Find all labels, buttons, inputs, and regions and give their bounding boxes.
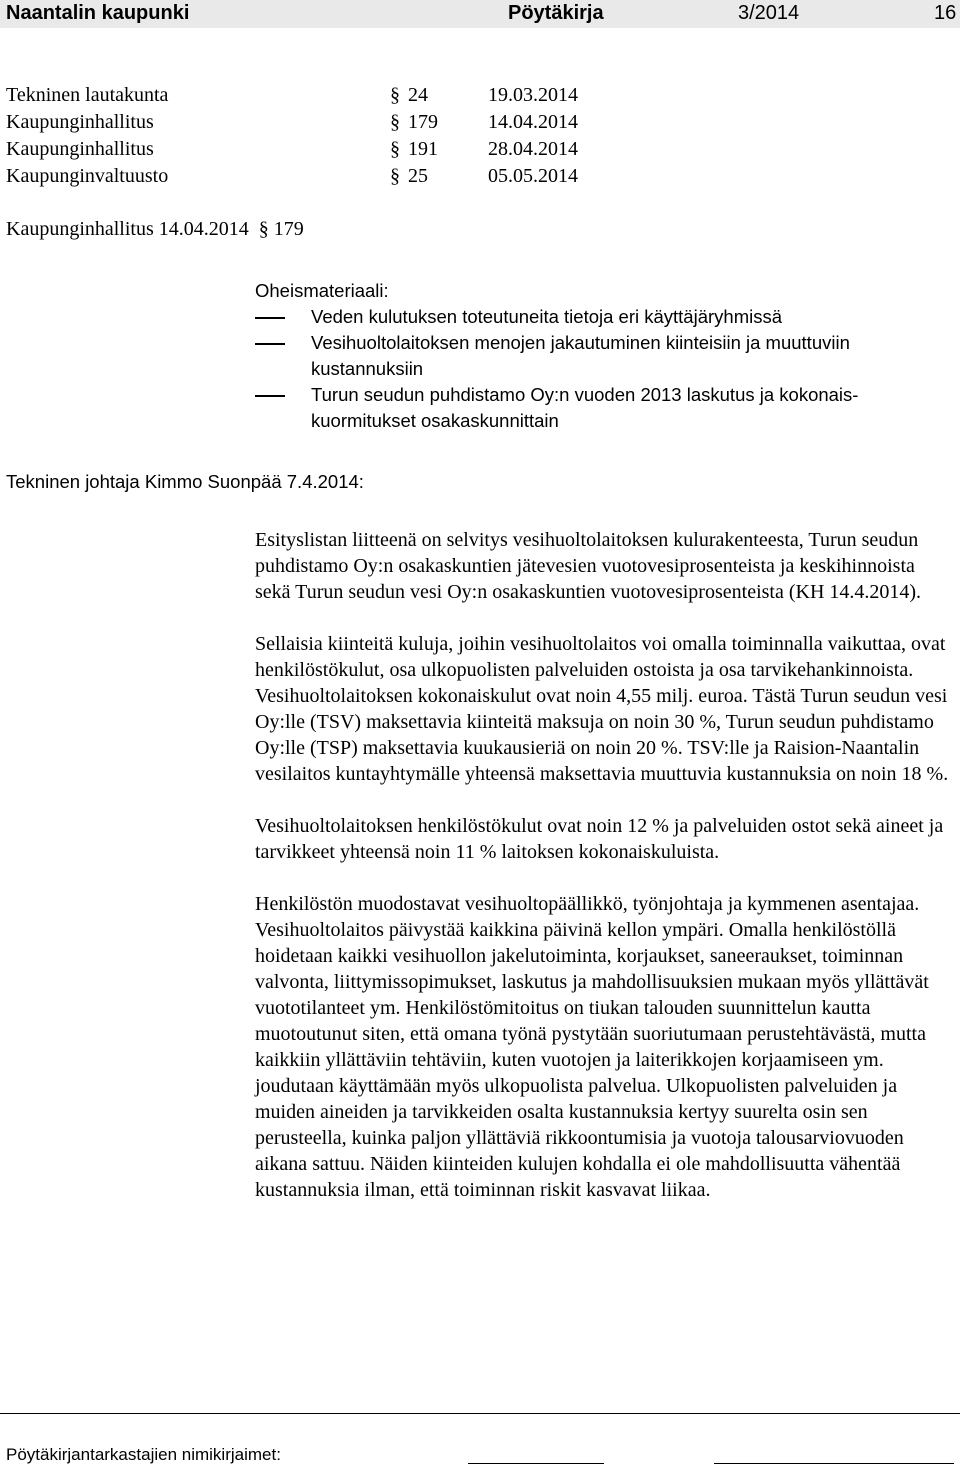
attachment-item: [255, 330, 945, 382]
attachment-text: Turun seudun puhdistamo Oy:n vuoden 2013 laskutus ja kokonaiskuormitukset osakaskunnittain: [311, 384, 859, 431]
handling-paragraph: 191: [408, 138, 438, 160]
initials-line: [468, 1463, 604, 1464]
meeting-paragraph: 179: [273, 218, 304, 240]
handling-date: 05.05.2014: [488, 165, 578, 187]
page-number: 16: [934, 2, 957, 24]
footer-divider: [0, 1413, 960, 1414]
document-number: 3/2014: [738, 2, 800, 24]
attachment-item: [255, 304, 945, 330]
body-paragraph: Vesihuoltolaitoksen henkilöstökulut ovat noin 12 % ja palveluiden ostot sekä aineet ja tarvikkeet yhteensä noin 11 % laitoksen kokonaiskuluista.: [255, 815, 944, 863]
attachment-item: [255, 382, 945, 434]
dash-bullet-icon: [255, 395, 285, 397]
page-header: [0, 0, 960, 28]
attachment-text: Veden kulutuksen toteutuneita tietoja eri käyttäjäryhmissä: [311, 306, 783, 327]
presenter-line: Tekninen johtaja Kimmo Suonpää 7.4.2014:: [6, 471, 364, 492]
footer-label: Pöytäkirjantarkastajien nimikirjaimet:: [6, 1445, 281, 1464]
attachments-heading: Oheismateriaali:: [255, 280, 389, 301]
section-sign: §: [390, 165, 400, 187]
handling-body: Kaupunginhallitus: [6, 111, 154, 133]
meeting-reference: [6, 216, 304, 242]
meeting-body-date: Kaupunginhallitus 14.04.2014: [6, 218, 249, 240]
body-paragraph: Esityslistan liitteenä on selvitys vesihuoltolaitoksen kulurakenteesta, Turun seudun puhdistamo Oy:n osakaskuntien jätevesien vuotovesiprosenteista ja keskihinnoista sekä Turun seudun vesi Oy:n osakaskuntien vuotovesiprosenteista (KH 14.4.2014).: [255, 529, 922, 603]
organization-name: Naantalin kaupunki: [6, 2, 190, 24]
body-paragraph: Sellaisia kiinteitä kuluja, joihin vesihuoltolaitos voi omalla toiminnalla vaikuttaa, ovat henkilöstökulut, osa ulkopuolisten palveluiden ostoista ja osa tarvikehankinnoista. Vesihuoltolaitoksen kokonaiskulut ovat noin 4,55 milj. euroa. Tästä Turun seudun vesi Oy:lle (TSV) maksettavia kiinteitä maksuja on noin 30 %, Turun seudun puhdistamo Oy:lle (TSP) maksettavia kuukausieriä on noin 20 %. TSV:lle ja Raision-Naantalin vesilaitos kuntayhtymälle yhteensä maksettavia muuttuvia kustannuksia on noin 18 %.: [255, 633, 949, 785]
handling-paragraph: 179: [408, 111, 438, 133]
initials-line: [714, 1463, 954, 1464]
section-sign: §: [390, 138, 400, 160]
handling-date: 28.04.2014: [488, 138, 578, 160]
handling-body: Tekninen lautakunta: [6, 84, 169, 106]
section-sign: §: [390, 111, 400, 133]
attachment-text: Vesihuoltolaitoksen menojen jakautuminen kiinteisiin ja muuttuviin kustannuksiin: [311, 332, 850, 379]
document-type: Pöytäkirja: [508, 2, 604, 24]
handling-date: 14.04.2014: [488, 111, 578, 133]
section-sign: §: [390, 84, 400, 106]
section-sign: §: [258, 218, 269, 240]
handling-body: Kaupunginvaltuusto: [6, 165, 169, 187]
attachments-block: [255, 278, 945, 434]
body-paragraph: Henkilöstön muodostavat vesihuoltopäällikkö, työnjohtaja ja kymmenen asentajaa. Vesihuoltolaitos päivystää kaikkina päivinä kellon ympäri. Omalla henkilöstöllä hoidetaan kaikki vesihuollon jakelutoiminta, korjaukset, saneeraukset, toiminnan valvonta, liittymissopimukset, laskutus ja mahdollisuuksien mukaan myös yllättävät vuototilanteet ym. Henkilöstömitoitus on tiukan talouden suunnittelun kautta muotoutunut siten, että omana työnä pystytään suoriutumaan perustehtävästä, mutta kaikkiin yllättäviin tehtäviin, kuten vuotojen ja laiterikkojen korjaamiseen ym. joudutaan käyttämään myös ulkopuolista palvelua. Ulkopuolisten palveluiden ja muiden aineiden ja tarvikkeiden osalta kustannuksia kertyy suurelta osin sen perusteella, kuinka paljon yllättäviä rikkoontumisia ja vuotoja talousarviovuoden aikana sattuu. Näiden kiinteiden kulujen kohdalla ei ole mahdollisuutta vähentää kustannuksia ilman, että toiminnan riskit kasvavat liikaa.: [255, 893, 929, 1201]
handling-paragraph: 24: [408, 84, 428, 106]
dash-bullet-icon: [255, 343, 285, 345]
handling-body: Kaupunginhallitus: [6, 138, 154, 160]
proposal-body: [255, 527, 955, 1229]
handling-date: 19.03.2014: [488, 84, 578, 106]
dash-bullet-icon: [255, 317, 285, 319]
handling-paragraph: 25: [408, 165, 428, 187]
